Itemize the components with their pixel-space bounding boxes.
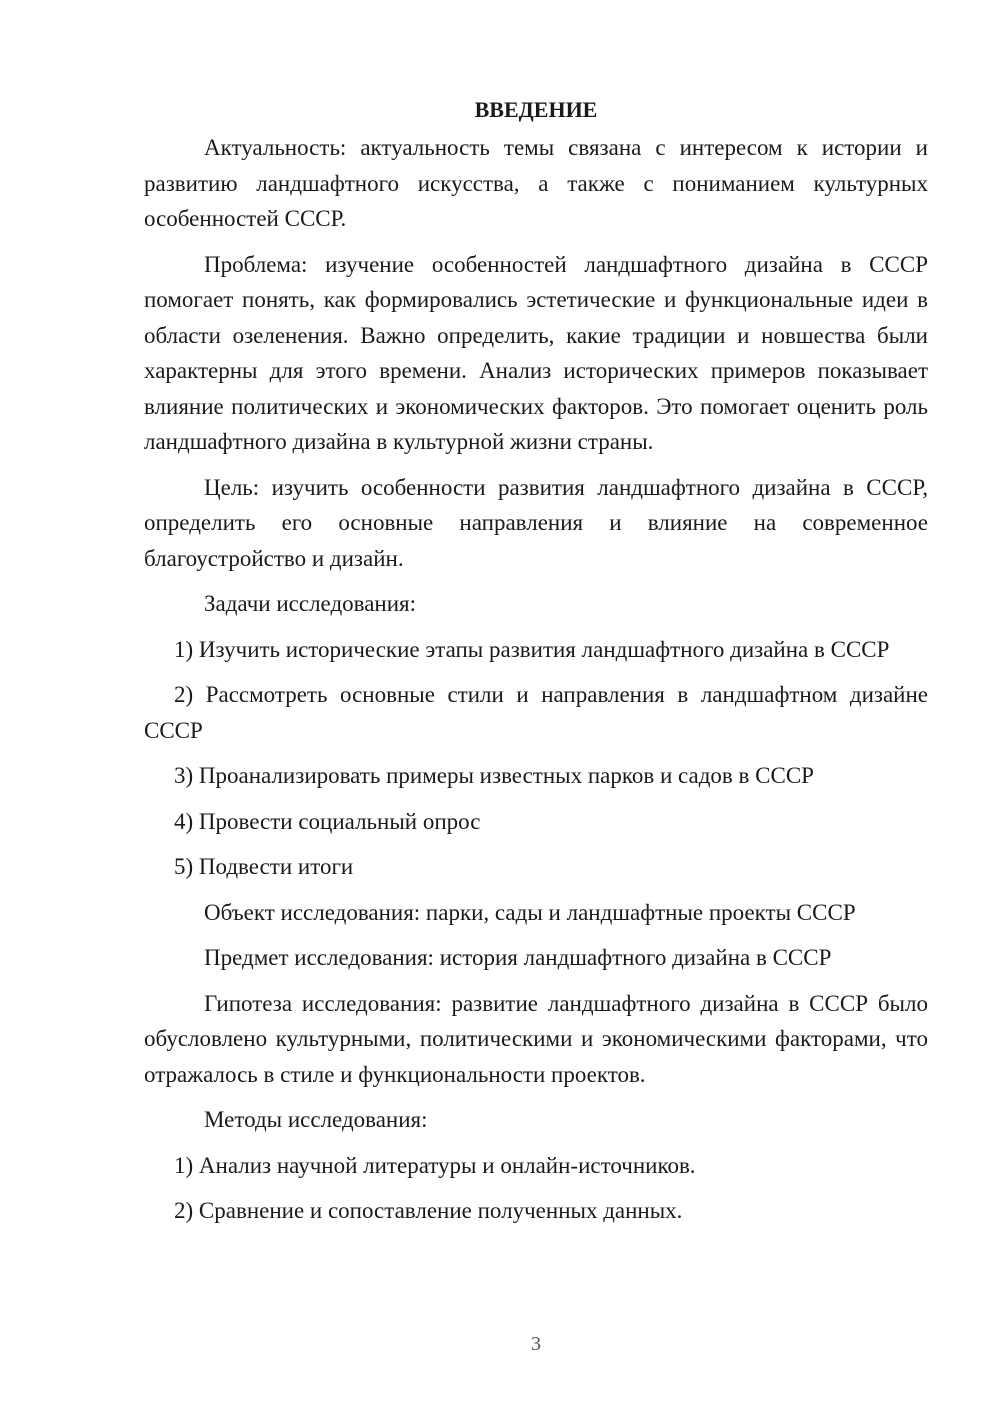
method-item-1: 1) Анализ научной литературы и онлайн-источников. [174, 1152, 696, 1178]
hypothesis-paragraph: Гипотеза исследования: развитие ландшафтного дизайна в СССР было обусловлено культурными, политическими и экономическими факторами, что отражалось в стиле и функциональности проектов. [144, 990, 928, 1087]
method-item-2: 2) Сравнение и сопоставление полученных данных. [174, 1198, 683, 1223]
task-item-4: 4) Провести социальный опрос [174, 808, 481, 834]
task-item-2: 2) Рассмотреть основные стили и направления в ландшафтном дизайне СССР [144, 682, 928, 743]
task-item-3: 3) Проанализировать примеры известных парков и садов в СССР [174, 763, 814, 788]
problem-paragraph: Проблема: изучение особенностей ландшафтного дизайна в СССР помогает понять, как формировались эстетические и функциональные идеи в области озеленения. Важно определить, какие традиции и новшества были характерны для этого времени. Анализ исторических примеров показывает влияние политических и экономических факторов. Это помогает оценить роль ландшафтного дизайна в культурной жизни страны. [144, 251, 928, 454]
tasks-heading: Задачи исследования: [204, 591, 417, 616]
task-item-1: 1) Изучить исторические этапы развития ландшафтного дизайна в СССР [174, 636, 890, 662]
research-subject: Предмет исследования: история ландшафтного дизайна в СССР [204, 945, 832, 970]
page-title: ВВЕДЕНИЕ [474, 97, 598, 122]
page-number: 3 [531, 1333, 541, 1355]
task-item-5: 5) Подвести итоги [174, 854, 354, 879]
research-object: Объект исследования: парки, сады и ландшафтные проекты СССР [204, 899, 856, 925]
goal-paragraph: Цель: изучить особенности развития ландшафтного дизайна в СССР, определить его основные направления и влияние на современное благоустройство и дизайн. [144, 474, 928, 571]
methods-heading: Методы исследования: [204, 1107, 428, 1132]
page-content [144, 95, 928, 1239]
relevance-paragraph: Актуальность: актуальность темы связана с интересом к истории и развитию ландшафтного искусства, а также с пониманием культурных особенностей СССР. [144, 135, 928, 231]
